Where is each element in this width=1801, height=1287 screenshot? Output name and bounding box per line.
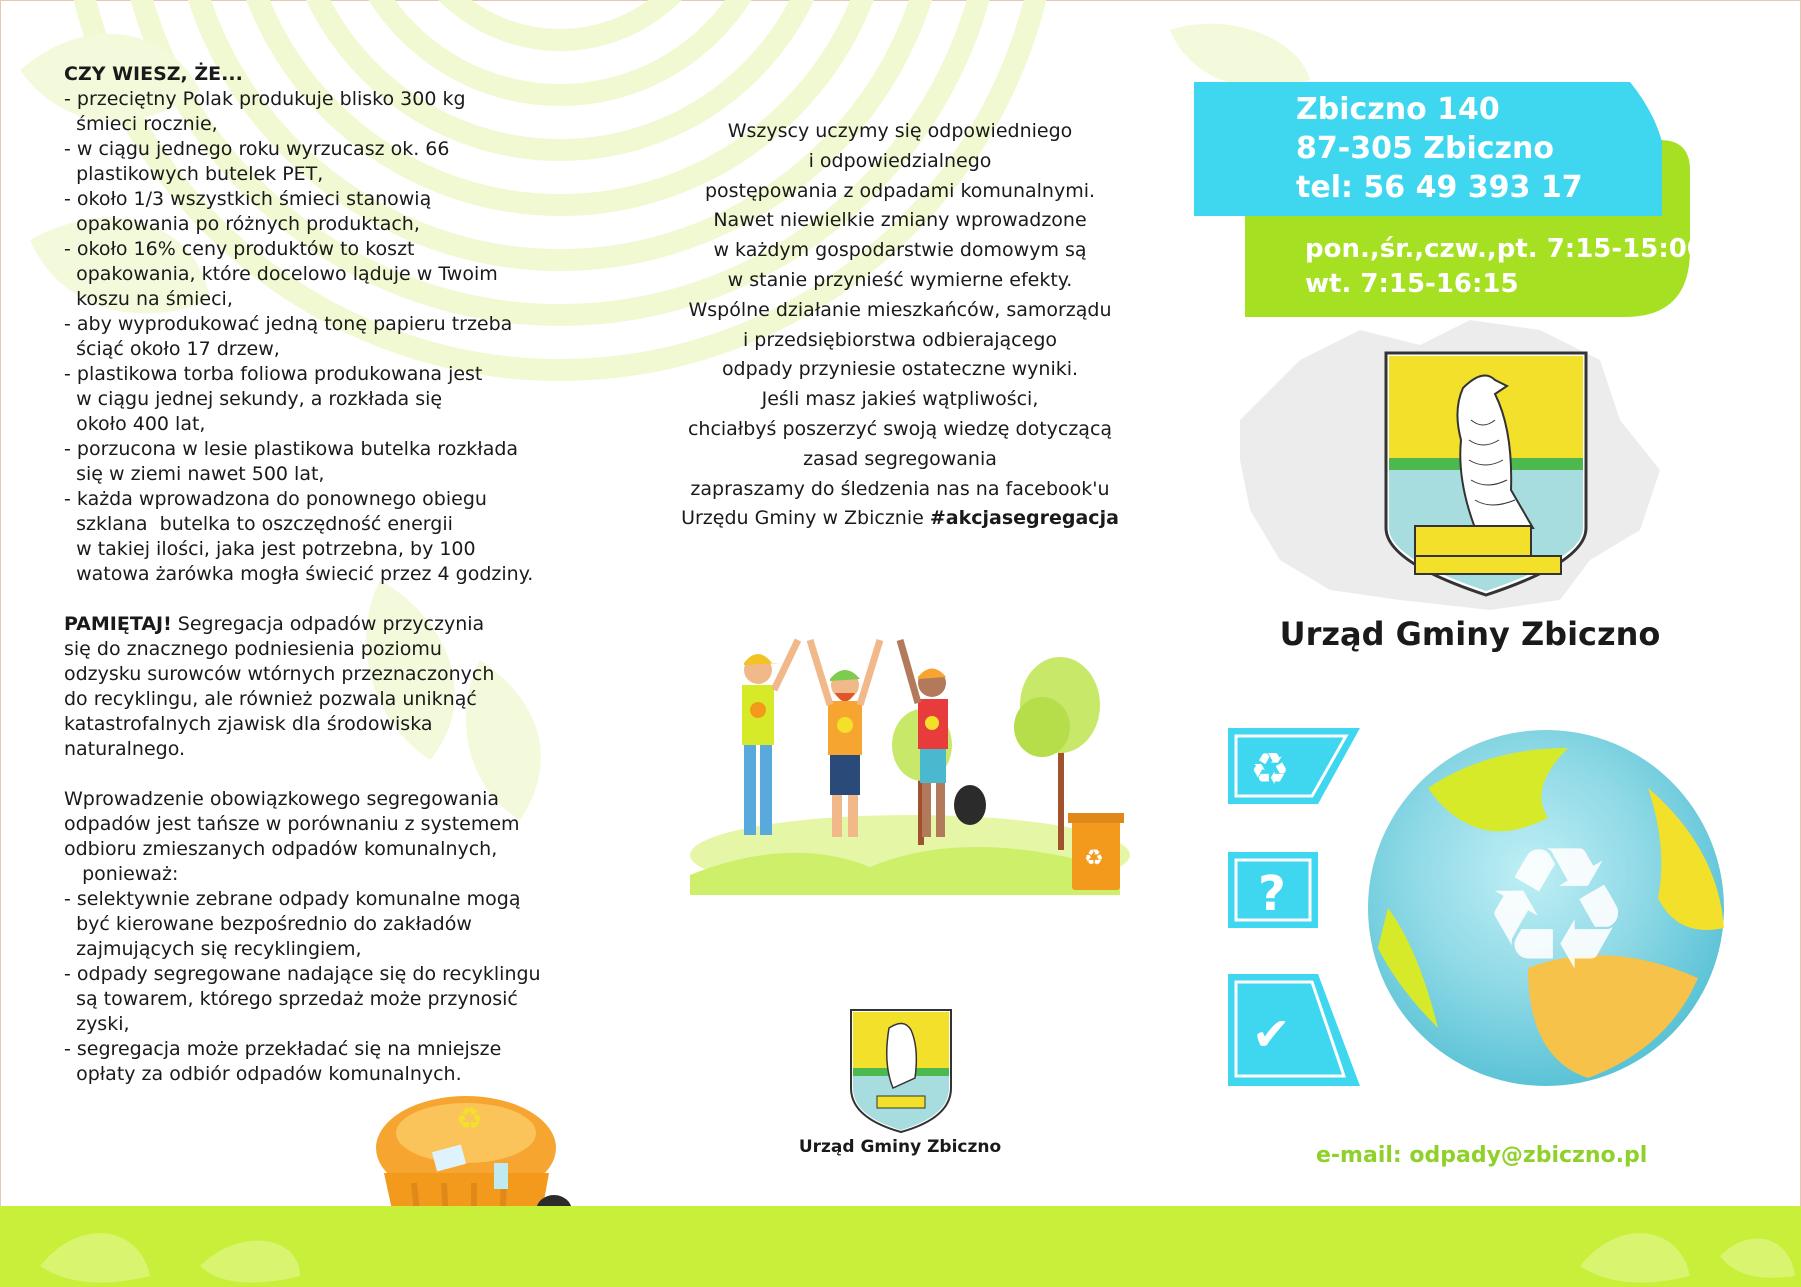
middle-column [640,117,1160,534]
crest-small [849,1008,953,1134]
info-line: w stanie przynieść wymierne efekty. [727,268,1073,291]
intro-line: opłaty za odbiór odpadów komunalnych. [64,1063,462,1085]
crest-large [1383,350,1589,598]
info-line: Wszyscy uczymy się odpowiedniego [727,120,1073,142]
fact-line: się w ziemi nawet 500 lat, [64,463,325,485]
intro-line: - selektywnie zebrane odpady komunalne mogą [64,888,521,910]
phone-number[interactable]: tel: 56 49 393 17 [1296,170,1583,205]
fact-line: - porzucona w lesie plastikowa butelka rozkłada [64,438,519,460]
remember-line: odzysku surowców wtórnych przeznaczonych [64,663,495,685]
intro-line: zajmujących się recyklingiem, [64,938,362,960]
fact-line: w ciągu jednej sekundy, a rozkłada się [64,388,443,410]
remember-line: się do znacznego podniesienia poziomu [64,638,442,660]
address-block [1296,90,1583,207]
fact-line: watowa żarówka mogła świecić przez 4 godziny. [64,563,534,585]
info-line: w każdym gospodarstwie domowym są [713,239,1087,262]
fact-line: ściąć około 17 drzew, [64,338,280,360]
intro-line: być kierowane bezpośrednio do zakładów [64,913,472,935]
did-you-know-title: CZY WIESZ, ŻE... [64,63,243,85]
svg-text:♻: ♻ [456,1102,483,1137]
info-line: chciałbyś poszerzyć swoją wiedzę dotyczącą [687,417,1113,440]
fact-line: plastikowych butelek PET, [64,163,324,185]
info-line: zapraszamy do śledzenia nas na facebook'u [690,477,1110,500]
intro-line: odpadów jest tańsze w porównaniu z systemem [64,813,520,835]
remember-line: katastrofalnych zjawisk dla środowiska [64,713,433,735]
remember-line: naturalnego. [64,738,186,760]
bottom-band [0,1206,1801,1287]
fact-line: - przeciętny Polak produkuje blisko 300 kg [64,88,466,110]
svg-text:?: ? [1258,866,1286,922]
intro-line: są towarem, którego sprzedaż może przynosić [64,988,518,1010]
hours-line: wt. 7:15-16:15 [1305,269,1519,299]
remember-label: PAMIĘTAJ! [64,613,172,635]
remember-line: Segregacja odpadów przyczynia [171,613,485,635]
intro-line: Wprowadzenie obowiązkowego segregowania [64,788,500,810]
left-column [64,62,604,1087]
fact-line: - aby wyprodukować jedną tonę papieru trzeba [64,313,513,335]
address-street: Zbiczno 140 [1296,92,1500,127]
intro-line: - odpady segregowane nadające się do recyklingu [64,963,541,985]
fact-line: koszu na śmieci, [64,288,233,310]
intro-line: - segregacja może przekładać się na mniejsze [64,1038,502,1060]
intro-line: odbioru zmieszanych odpadów komunalnych, [64,838,498,860]
svg-text:✔: ✔ [1252,1007,1291,1061]
office-name-small: Urząd Gminy Zbiczno [798,1137,1002,1157]
office-title: Urząd Gminy Zbiczno [1279,615,1661,653]
fact-line: szklana butelka to oszczędność energii [64,513,453,535]
hashtag[interactable]: #akcjasegregacja [929,507,1119,530]
info-line: Jeśli masz jakieś wątpliwości, [761,388,1039,411]
fact-line: - w ciągu jednego roku wyrzucasz ok. 66 [64,138,450,160]
intro-line: zyski, [64,1013,130,1035]
info-line-last: Urzędu Gminy w Zbicznie #akcjasegregacja [681,507,1119,530]
info-line: Wspólne działanie mieszkańców, samorządu [688,298,1112,321]
info-line: postępowania z odpadami komunalnymi. [704,179,1096,202]
svg-text:♻: ♻ [1480,811,1633,1009]
info-line: odpady przyniesie ostateczne wyniki. [721,358,1079,381]
remember-line: do recyklingu, ale również pozwala uniknąć [64,688,477,710]
fact-line: - około 16% ceny produktów to koszt [64,238,415,260]
address-city: 87-305 Zbiczno [1296,131,1554,166]
fact-line: około 400 lat, [64,413,206,435]
info-line: zasad segregowania [803,447,997,470]
volunteers-illustration [670,635,1140,910]
fact-line: - około 1/3 wszystkich śmieci stanowią [64,188,432,210]
fact-line: opakowania po różnych produktach, [64,213,420,235]
info-line: i odpowiedzialnego [808,149,992,172]
remember-paragraph [64,612,604,637]
recycling-globe-illustration [1228,728,1740,1086]
info-line: Nawet niewielkie zmiany wprowadzone [713,209,1087,232]
fact-line: - plastikowa torba foliowa produkowana jest [64,363,483,385]
fact-line: w takiej ilości, jaka jest potrzebna, by 100 [64,538,476,560]
info-line: i przedsiębiorstwa odbierającego [742,328,1058,351]
svg-text:♻: ♻ [1084,846,1104,871]
email-address[interactable]: e-mail: odpady@zbiczno.pl [1316,1143,1648,1168]
fact-line: śmieci rocznie, [64,113,218,135]
hours-line: pon.,śr.,czw.,pt. 7:15-15:00 [1305,234,1705,264]
intro-line: ponieważ: [64,863,179,885]
svg-text:♻: ♻ [1250,744,1290,795]
office-hours [1305,232,1705,302]
fact-line: opakowania, które docelowo ląduje w Twoim [64,263,498,285]
fact-line: - każda wprowadzona do ponownego obiegu [64,488,487,510]
